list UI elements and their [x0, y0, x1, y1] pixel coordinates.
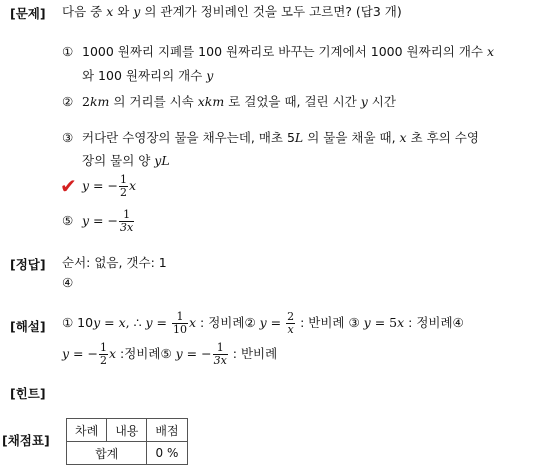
- checkmark-icon: ✔: [60, 174, 77, 198]
- expl-fraction-1: [172, 311, 188, 336]
- option-4-fraction: [119, 174, 128, 199]
- expl-fraction-1-den: 10: [173, 323, 187, 336]
- expl-part-9: = 5: [370, 315, 398, 330]
- expl-part-1: ① 10: [62, 315, 94, 330]
- option-3-var-x: x: [399, 130, 407, 145]
- option-4-eq: = −: [89, 178, 118, 193]
- option-5-mark: ⑤: [62, 213, 74, 228]
- expl2-part-4: : 반비례: [228, 346, 278, 361]
- expl-var-6: y: [363, 315, 371, 330]
- option-4: [82, 173, 136, 199]
- expl-fraction-3: [99, 342, 108, 367]
- option-2-speed: xkm: [197, 94, 225, 109]
- expl-var-4: x: [189, 315, 197, 330]
- expl-part-4: =: [152, 315, 171, 330]
- expl-fraction-4: [213, 342, 228, 367]
- answer-line-1: 순서: 없음, 갯수: 1: [62, 255, 167, 270]
- expl-part-6: : 정비례②: [196, 315, 260, 330]
- option-2-text-a: 의 거리를 시속: [109, 94, 198, 109]
- expl-var-1: y: [93, 315, 101, 330]
- option-1-text-b: 와 100 원짜리의 개수: [82, 68, 207, 83]
- option-3-text-d: 장의 물의 양: [82, 153, 155, 168]
- option-2: [62, 94, 396, 110]
- scoring-header-row: [67, 419, 188, 442]
- option-4-numerator: 1: [119, 173, 127, 186]
- option-2-text-c: 시간: [367, 94, 396, 109]
- option-3-line-2: [82, 153, 170, 169]
- option-3-mark: ③: [62, 130, 74, 145]
- explanation-line-2: [62, 340, 277, 368]
- option-1-line-1: [62, 44, 494, 60]
- scoring-header-content: 내용: [107, 419, 147, 442]
- option-3-volume: yL: [154, 153, 170, 168]
- option-4-lhs: y: [82, 178, 90, 193]
- expl-fraction-3-num: 1: [99, 341, 107, 354]
- scoring-header-order: 차례: [67, 419, 107, 442]
- expl2-part-1: = −: [69, 346, 98, 361]
- option-1-var-x: x: [486, 44, 495, 59]
- scoring-header-points: 배점: [147, 419, 187, 442]
- option-5-denominator: 3x: [119, 221, 134, 234]
- option-3-text-a: 커다란 수영장의 물을 채우는데, 매초 5: [82, 130, 295, 145]
- option-1-var-y: y: [206, 68, 214, 83]
- expl2-var-1: y: [62, 346, 70, 361]
- option-5-lhs: y: [82, 213, 90, 228]
- option-5-eq: = −: [89, 213, 118, 228]
- scoring-total-label: 합계: [67, 442, 147, 465]
- expl-fraction-4-den: 3x: [213, 354, 227, 367]
- option-3-text-b: 의 물을 채울 때,: [303, 130, 400, 145]
- stem-var-x: x: [106, 4, 114, 19]
- scoring-total-row: [67, 442, 188, 465]
- option-2-text-b: 로 걸었을 때, 걸린 시간: [224, 94, 361, 109]
- expl-var-3: y: [145, 315, 153, 330]
- problem-label: [문제]: [10, 6, 46, 21]
- option-5: [62, 208, 135, 234]
- stem-text-b: 와: [113, 4, 134, 19]
- option-3-unit-l: L: [294, 130, 304, 145]
- expl2-part-2: :정비례⑤: [116, 346, 176, 361]
- answer-line-2: ④: [62, 275, 74, 290]
- expl-fraction-2-den: x: [287, 323, 294, 336]
- expl-fraction-2-num: 2: [287, 310, 295, 323]
- option-2-mark: ②: [62, 94, 74, 109]
- stem-text-a: 다음 중: [62, 4, 107, 19]
- expl2-var-2: x: [108, 346, 117, 361]
- expl-part-2: =: [100, 315, 119, 330]
- option-5-numerator: 1: [119, 209, 134, 222]
- option-1-text-a: 1000 원짜리 지폐를 100 원짜리로 바꾸는 기계에서 1000 원짜리의 개수: [82, 44, 487, 59]
- option-3-text-c: 초 후의 수영: [406, 130, 479, 145]
- expl-var-2: x: [118, 315, 126, 330]
- option-2-var-y: y: [360, 94, 368, 109]
- scoring-table: [66, 418, 188, 465]
- expl-var-7: x: [397, 315, 405, 330]
- expl-var-5: y: [259, 315, 267, 330]
- option-4-var-x: x: [128, 178, 137, 193]
- expl-fraction-3-den: 2: [99, 354, 107, 367]
- expl-part-7: =: [266, 315, 286, 330]
- option-2-unit-km: km: [89, 94, 110, 109]
- expl-part-3: , ∴: [125, 315, 146, 330]
- expl-part-10: : 정비례④: [404, 315, 464, 330]
- option-1-line-2: [82, 68, 213, 84]
- option-2-distance: 2: [82, 94, 90, 109]
- expl-part-8: : 반비례 ③: [296, 315, 364, 330]
- option-1-mark: ①: [62, 44, 74, 59]
- scoring-label: [채점표]: [2, 433, 50, 448]
- scoring-total-value: 0 %: [147, 442, 187, 465]
- expl-fraction-1-num: 1: [172, 311, 188, 324]
- expl2-var-3: y: [175, 346, 183, 361]
- expl-fraction-4-num: 1: [213, 342, 228, 355]
- stem-text-c: 의 관계가 정비례인 것을 모두 고르면? (답3 개): [140, 4, 402, 19]
- option-3-line-1: [62, 130, 479, 146]
- option-5-fraction: [119, 209, 134, 234]
- explanation-label: [해설]: [10, 319, 46, 334]
- explanation-line-1: [62, 309, 464, 337]
- question-stem: [62, 4, 402, 20]
- answer-label: [정답]: [10, 257, 46, 272]
- expl2-part-3: = −: [182, 346, 212, 361]
- hint-label: [힌트]: [10, 386, 46, 401]
- expl-fraction-2: [286, 311, 295, 336]
- stem-var-y: y: [133, 4, 141, 19]
- option-4-denominator: 2: [119, 186, 127, 199]
